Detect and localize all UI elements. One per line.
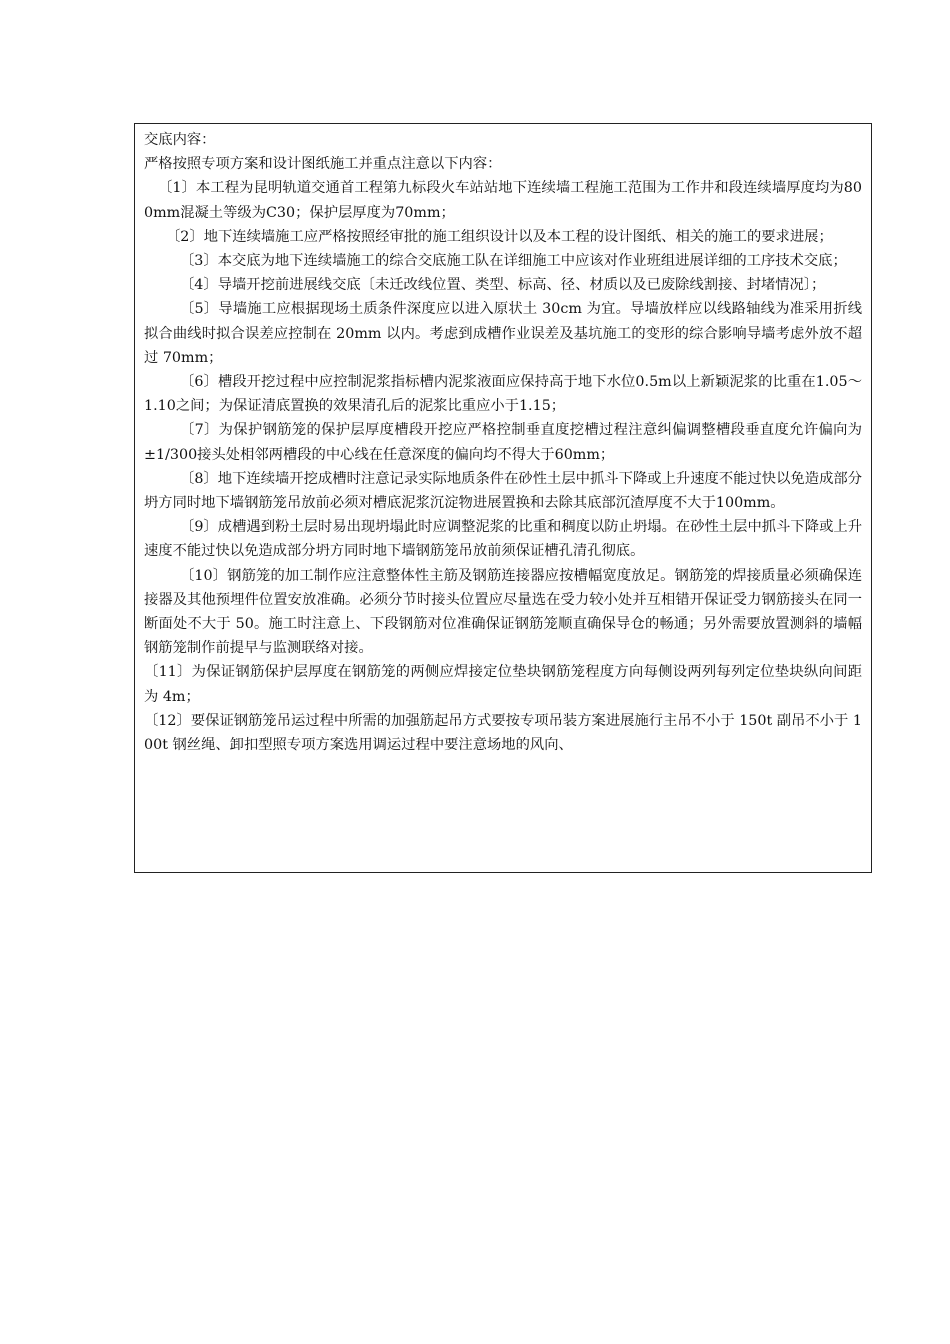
disclosure-intro: 严格按照专项方案和设计图纸施工并重点注意以下内容： [144, 156, 502, 173]
item-3: 〔3〕本交底为地下连续墙施工的综合交底施工队在详细施工中应该对作业班组进展详细的工序技术交底； [180, 253, 847, 270]
item-10: 〔10〕钢筋笼的加工制作应注意整体性主筋及钢筋连接器应按槽幅宽度放足。钢筋笼的焊接质量必须确保连接器及其他预埋件位置安放准确。必须分节时接头位置应尽量选在受力较小处并互相错开保证受力钢筋接头在同一断面处不大于 50。施工时注意上、下段钢筋对位准确保证钢筋笼顺直确保导仓的畅通；另外需要放置测斜的墙幅钢筋笼制作前提早与监测联络对接。 [144, 567, 862, 657]
item-5: 〔5〕导墙施工应根据现场土质条件深度应以进入原状土 30cm 为宜。导墙放样应以线路轴线为准采用折线拟合曲线时拟合误差应控制在 20mm 以内。考虑到成槽作业误差及基坑施工的变形的综合影响导墙考虑外放不超过 70mm； [144, 301, 862, 366]
item-9: 〔9〕成槽遇到粉土层时易出现坍塌此时应调整泥浆的比重和稠度以防止坍塌。在砂性土层中抓斗下降或上升速度不能过快以免造成部分坍方同时地下墙钢筋笼吊放前须保证槽孔清孔彻底。 [144, 519, 862, 560]
item-6: 〔6〕槽段开挖过程中应控制泥浆指标槽内泥浆液面应保持高于地下水位0.5m以上新颖泥浆的比重在1.05～1.10之间；为保证清底置换的效果清孔后的泥浆比重应小于1.15； [144, 374, 862, 415]
item-1: 〔1〕本工程为昆明轨道交通首工程第九标段火车站站地下连续墙工程施工范围为工作井和段连续墙厚度均为800mm混凝土等级为C30；保护层厚度为70mm； [144, 180, 862, 221]
item-2: 〔2〕地下连续墙施工应严格按照经审批的施工组织设计以及本工程的设计图纸、相关的施工的要求进展； [166, 228, 833, 245]
item-8: 〔8〕地下连续墙开挖成槽时注意记录实际地质条件在砂性土层中抓斗下降或上升速度不能过快以免造成部分坍方同时地下墙钢筋笼吊放前必须对槽底泥浆沉淀物进展置换和去除其底部沉渣厚度不大于100mm。 [144, 470, 862, 512]
item-4: 〔4〕导墙开挖前进展线交底〔未迁改线位置、类型、标高、径、材质以及已废除线割接、封堵情况〕； [180, 277, 826, 294]
disclosure-content-box [134, 123, 872, 873]
disclosure-heading: 交底内容： [144, 132, 216, 148]
item-11: 〔11〕为保证钢筋保护层厚度在钢筋笼的两侧应焊接定位垫块钢筋笼程度方向每侧设两列每列定位垫块纵向间距为 4m； [144, 664, 862, 705]
item-12: 〔12〕要保证钢筋笼吊运过程中所需的加强筋起吊方式要按专项吊装方案进展施行主吊不小于 150t 副吊不小于 100t 钢丝绳、卸扣型照专项方案选用调运过程中要注意场地的风向、 [144, 712, 862, 754]
item-7: 〔7〕为保护钢筋笼的保护层厚度槽段开挖应严格控制垂直度挖槽过程注意纠偏调整槽段垂直度允许偏向为±1/300接头处相邻两槽段的中心线在任意深度的偏向均不得大于60mm； [144, 422, 862, 463]
